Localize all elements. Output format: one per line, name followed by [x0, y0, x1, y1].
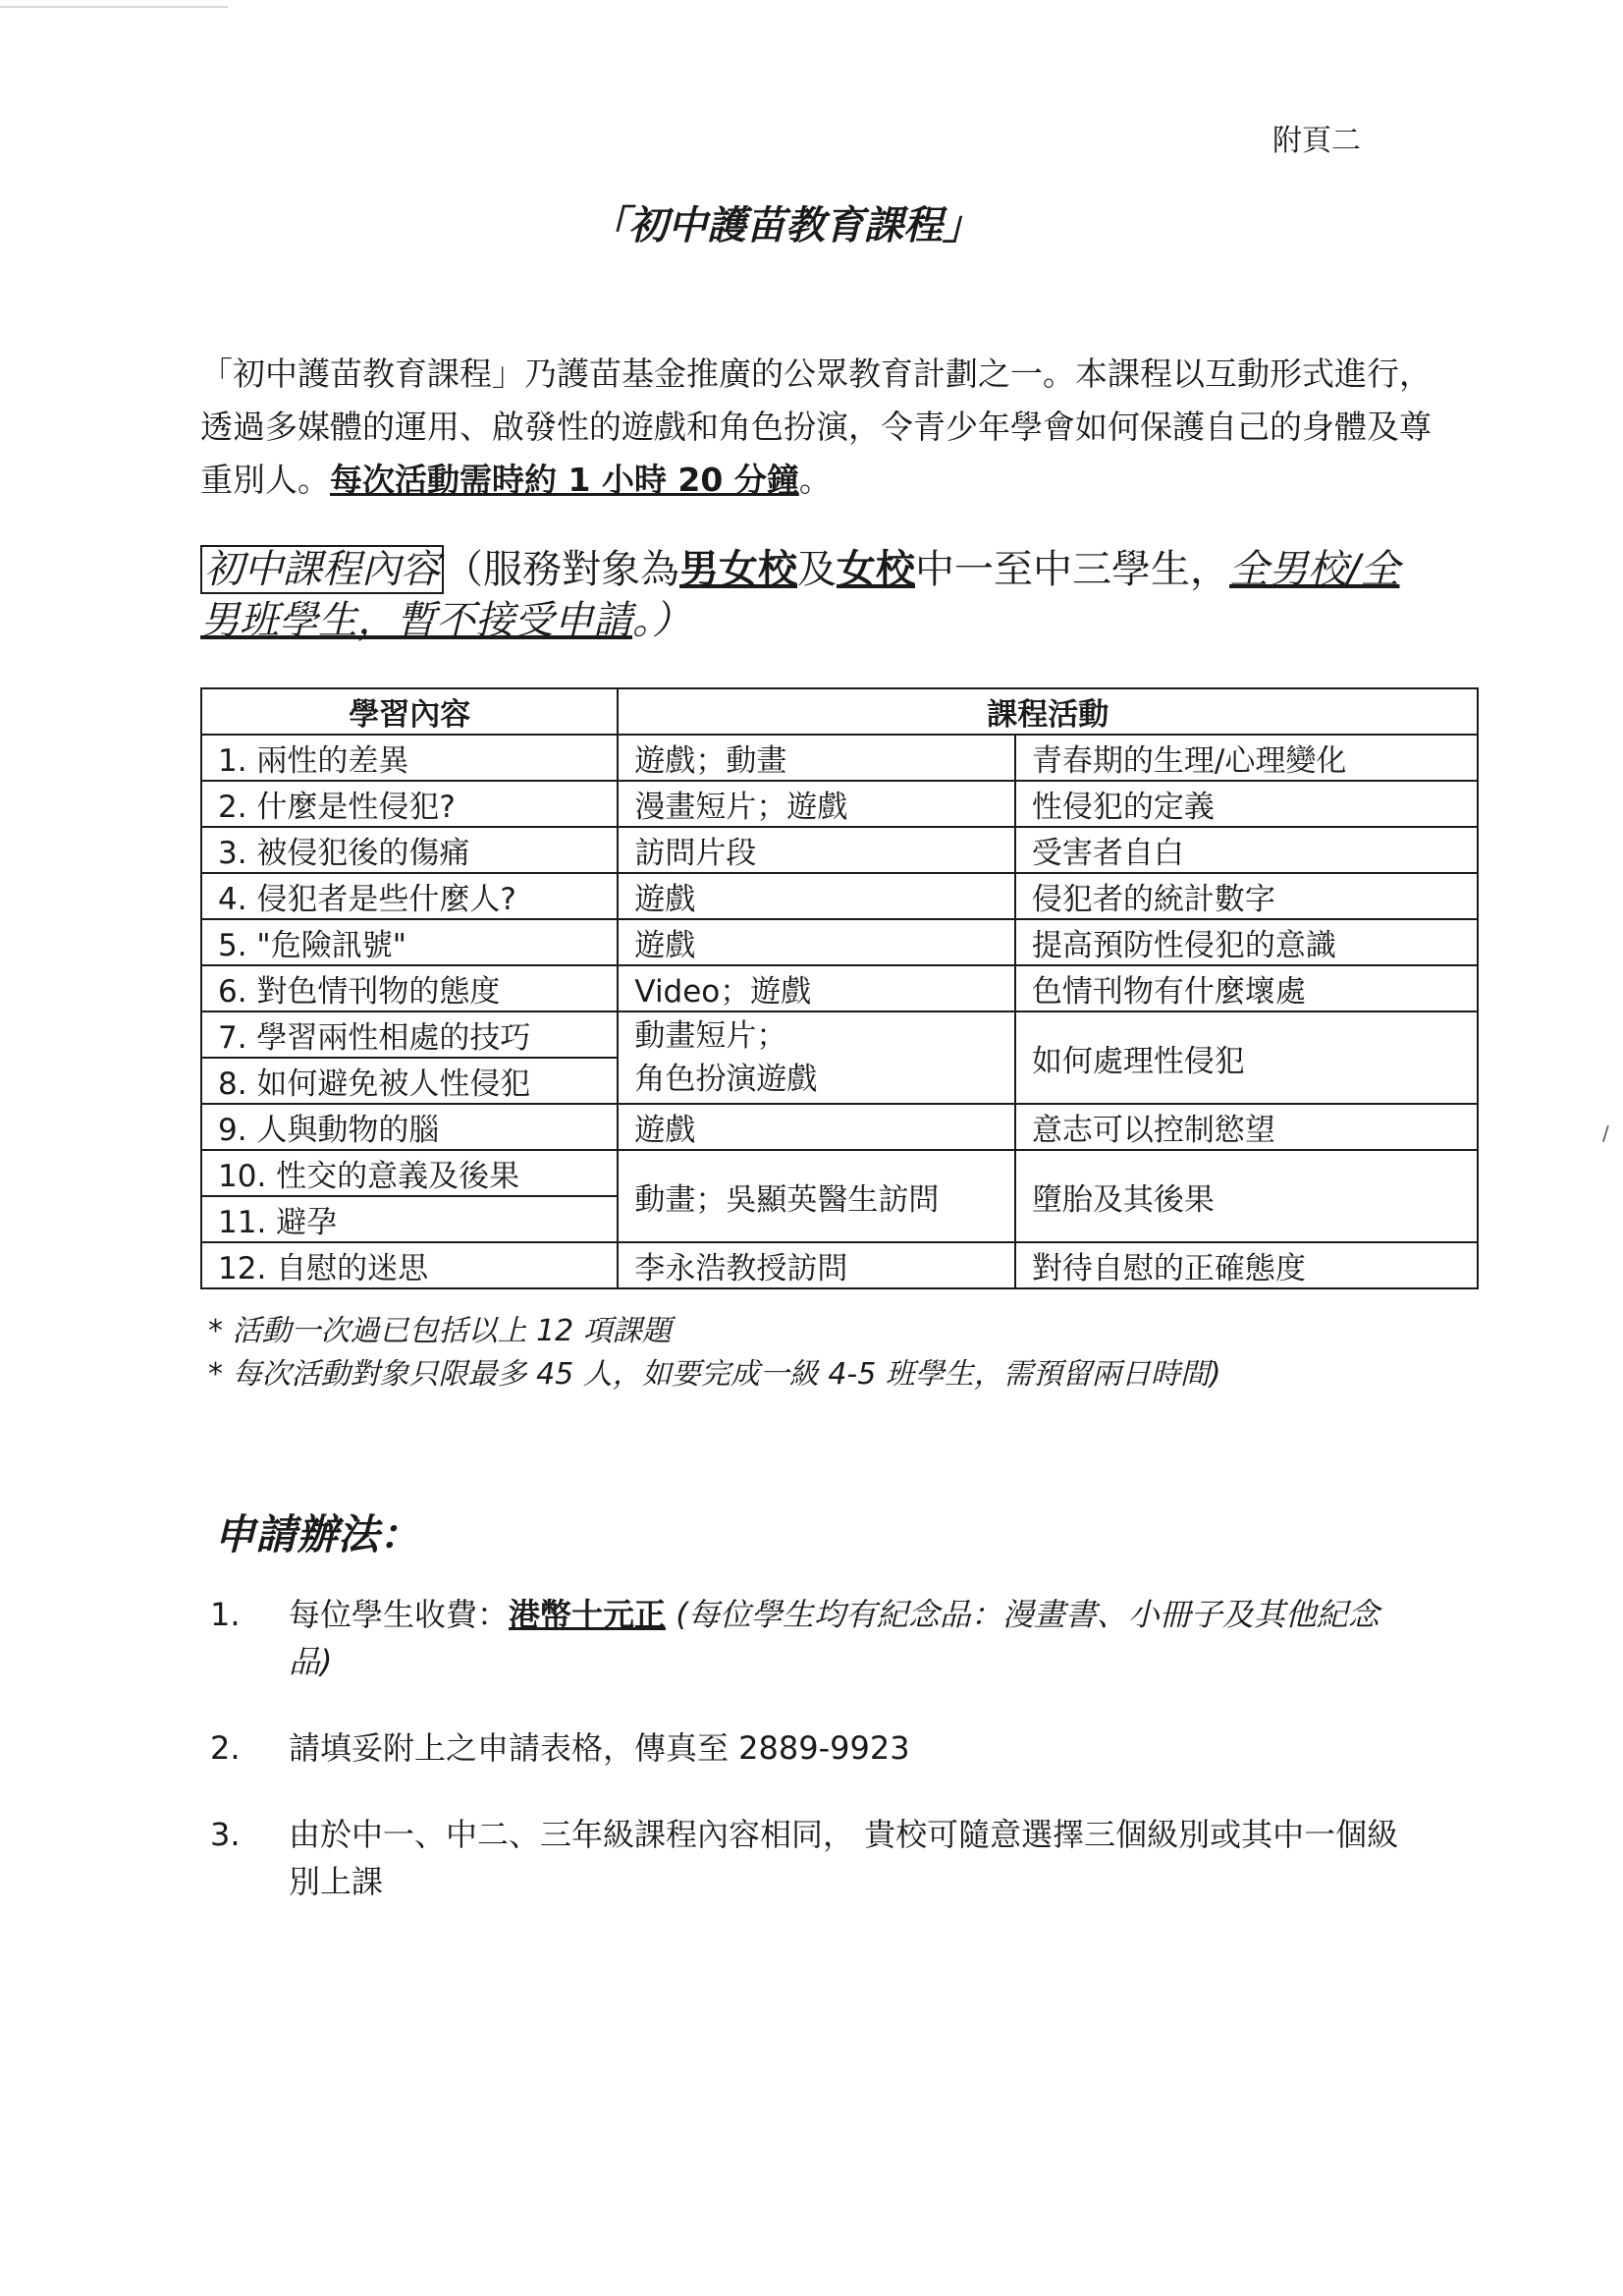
- topic-cell: 10. 性交的意義及後果: [201, 1150, 618, 1196]
- content-heading-boxed: 初中課程內容: [200, 545, 444, 594]
- step-number: 3.: [210, 1816, 241, 1853]
- topic-cell: 3. 被侵犯後的傷痛: [201, 827, 618, 873]
- table-row: [201, 919, 1478, 965]
- activity-cell: 遊戲: [618, 1104, 1015, 1150]
- scan-edge-line: [0, 6, 228, 8]
- table-row: [201, 1150, 1478, 1196]
- fee-note: (每位學生均有紀念品：漫畫書、小冊子及其他紀念品): [289, 1596, 1380, 1680]
- activity-cell: 李永浩教授訪問: [618, 1242, 1015, 1288]
- intro-duration: 每次活動需時約 1 小時 20 分鐘: [330, 461, 799, 499]
- content-heading-excluded: 全男校/全男班學生，暫不接受申請: [200, 547, 1400, 643]
- course-table: [200, 687, 1479, 1289]
- table-row: [201, 781, 1478, 827]
- focus-cell: 提高預防性侵犯的意識: [1015, 919, 1478, 965]
- topic-cell: 5. "危險訊號": [201, 919, 618, 965]
- focus-cell: 意志可以控制慾望: [1015, 1104, 1478, 1150]
- focus-cell: 色情刊物有什麼壞處: [1015, 965, 1478, 1011]
- list-item: [210, 1811, 1487, 1905]
- table-header-row: [201, 688, 1478, 735]
- activity-line-1: 動畫短片；: [634, 1018, 787, 1054]
- content-heading-p2: 中一至中三學生，: [915, 547, 1229, 592]
- topic-cell: 12. 自慰的迷思: [201, 1242, 618, 1288]
- table-row: [201, 1011, 1478, 1058]
- topic-cell: 7. 學習兩性相處的技巧: [201, 1011, 618, 1058]
- focus-cell: 墮胎及其後果: [1015, 1150, 1478, 1242]
- apply-heading: 申請辦法：: [214, 1510, 421, 1558]
- step-number: 2.: [210, 1729, 241, 1767]
- page-title: 「初中護苗教育課程」: [589, 203, 982, 248]
- table-row: [201, 1104, 1478, 1150]
- activity-cell: Video；遊戲: [618, 965, 1015, 1011]
- content-heading-and: 及: [797, 547, 837, 592]
- focus-cell: 對待自慰的正確態度: [1015, 1242, 1478, 1288]
- intro-end: 。: [798, 461, 832, 499]
- activity-cell: 漫畫短片；遊戲: [618, 781, 1015, 827]
- step-number: 1.: [210, 1596, 241, 1633]
- activity-cell: 遊戲: [618, 873, 1015, 919]
- topic-cell: 6. 對色情刊物的態度: [201, 965, 618, 1011]
- content-heading: [200, 544, 1437, 646]
- content-heading-school1: 男女校: [679, 547, 797, 592]
- stray-mark: /: [1602, 1121, 1609, 1145]
- activity-line-2: 角色扮演遊戲: [634, 1062, 818, 1097]
- content-heading-p3: 。）: [632, 598, 691, 643]
- step-text: 請填妥附上之申請表格，傳真至 2889-9923: [289, 1729, 910, 1767]
- topic-cell: 1. 兩性的差異: [201, 735, 618, 781]
- table-row: [201, 827, 1478, 873]
- activity-cell: 動畫；吳顯英醫生訪問: [618, 1150, 1015, 1242]
- intro-paragraph: [200, 348, 1437, 507]
- topic-cell: 2. 什麼是性侵犯?: [201, 781, 618, 827]
- header-topic: 學習內容: [201, 688, 618, 735]
- table-notes: [208, 1310, 1221, 1396]
- table-row: [201, 965, 1478, 1011]
- note-line: * 活動一次過已包括以上 12 項課題: [208, 1314, 672, 1348]
- fee-amount: 港幣十元正: [509, 1596, 667, 1633]
- apply-steps: [210, 1591, 1487, 1944]
- activity-cell: 遊戲: [618, 919, 1015, 965]
- note-line: * 每次活動對象只限最多 45 人，如要完成一級 4-5 班學生，需預留兩日時間): [208, 1357, 1221, 1392]
- activity-cell: [618, 1011, 1015, 1104]
- focus-cell: 性侵犯的定義: [1015, 781, 1478, 827]
- table-row: [201, 1242, 1478, 1288]
- topic-cell: 4. 侵犯者是些什麼人?: [201, 873, 618, 919]
- table-row: [201, 873, 1478, 919]
- activity-cell: 遊戲；動畫: [618, 735, 1015, 781]
- step-text: [289, 1591, 1418, 1685]
- content-heading-p1: （服務對象為: [444, 547, 679, 592]
- intro-text: 「初中護苗教育課程」乃護苗基金推廣的公眾教育計劃之一。本課程以互動形式進行，透過多媒體的運用、啟發性的遊戲和角色扮演，令青少年學會如何保護自己的身體及尊重別人。: [200, 355, 1432, 499]
- topic-cell: 9. 人與動物的腦: [201, 1104, 618, 1150]
- topic-cell: 8. 如何避免被人性侵犯: [201, 1058, 618, 1104]
- appendix-label: 附頁二: [1272, 124, 1361, 158]
- list-item: [210, 1591, 1487, 1685]
- focus-cell: 如何處理性侵犯: [1015, 1011, 1478, 1104]
- content-heading-school2: 女校: [837, 547, 915, 592]
- header-activity: 課程活動: [618, 688, 1478, 735]
- focus-cell: 青春期的生理/心理變化: [1015, 735, 1478, 781]
- list-item: [210, 1724, 1487, 1772]
- table-row: [201, 735, 1478, 781]
- activity-cell: 訪問片段: [618, 827, 1015, 873]
- topic-cell: 11. 避孕: [201, 1196, 618, 1242]
- focus-cell: 受害者自白: [1015, 827, 1478, 873]
- focus-cell: 侵犯者的統計數字: [1015, 873, 1478, 919]
- fee-prefix: 每位學生收費：: [289, 1596, 510, 1633]
- step-text: 由於中一、中二、三年級課程內容相同， 貴校可隨意選擇三個級別或其中一個級別上課: [289, 1816, 1399, 1900]
